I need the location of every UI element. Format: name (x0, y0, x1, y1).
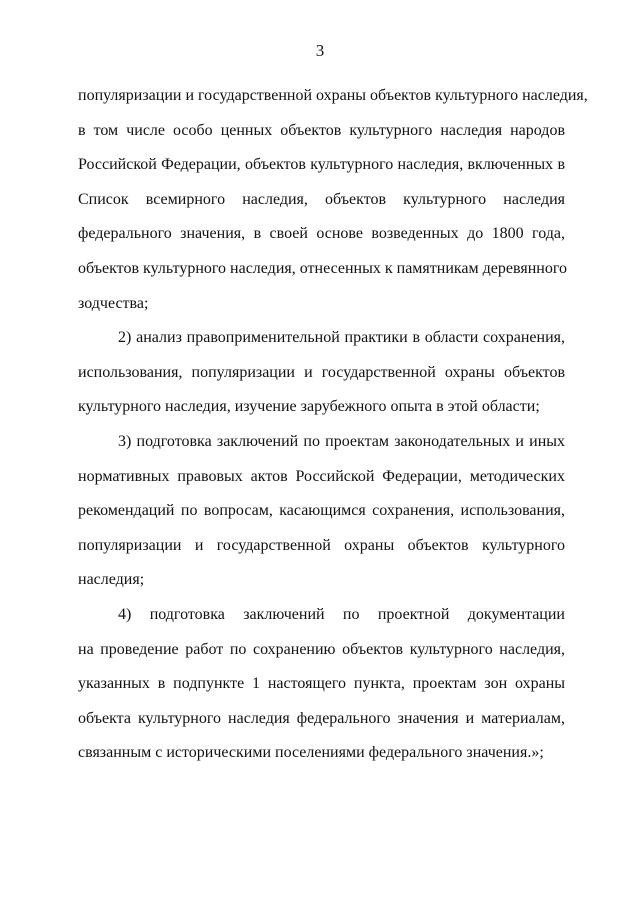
text-line: популяризации и государственной охраны объектов культурного наследия, (78, 87, 588, 104)
text-line: 2) анализ правоприменительной практики в области сохранения, (118, 329, 565, 347)
text-line: нормативных правовых актов Российской Федерации, методических (78, 467, 565, 485)
text-line: связанным с историческими поселениями федерального значения.»; (78, 744, 544, 762)
paragraph-4 (78, 598, 565, 771)
text-line: культурного наследия, изучение зарубежного опыта в этой области; (78, 398, 540, 416)
paragraph-1 (78, 79, 588, 321)
paragraph-3 (78, 425, 565, 598)
text-line: на проведение работ по сохранению объектов культурного наследия, (78, 640, 565, 658)
text-line: популяризации и государственной охраны объектов культурного (78, 536, 565, 554)
text-line: Российской Федерации, объектов культурного наследия, включенных в (78, 156, 565, 174)
text-line: использования, популяризации и государственной охраны объектов (78, 363, 565, 381)
text-line: 3) подготовка заключений по проектам законодательных и иных (118, 432, 565, 450)
text-line: зодчества; (78, 294, 149, 312)
text-line: федерального значения, в своей основе возведенных до 1800 года, (78, 225, 565, 243)
paragraph-2 (78, 321, 565, 425)
text-line: объекта культурного наследия федерального значения и материалам, (78, 709, 565, 727)
text-line: наследия; (78, 571, 145, 589)
text-line: указанных в подпункте 1 настоящего пункта, проектам зон охраны (78, 675, 565, 693)
page-number: 3 (315, 41, 325, 60)
document-body (78, 79, 588, 771)
text-line: в том числе особо ценных объектов культурного наследия народов (78, 121, 565, 139)
text-line: 4) подготовка заключений по проектной документации (118, 605, 565, 623)
text-line: объектов культурного наследия, отнесенных к памятникам деревянного (78, 259, 567, 277)
text-line: Список всемирного наследия, объектов культурного наследия (78, 190, 565, 208)
text-line: рекомендаций по вопросам, касающимся сохранения, использования, (78, 502, 565, 520)
